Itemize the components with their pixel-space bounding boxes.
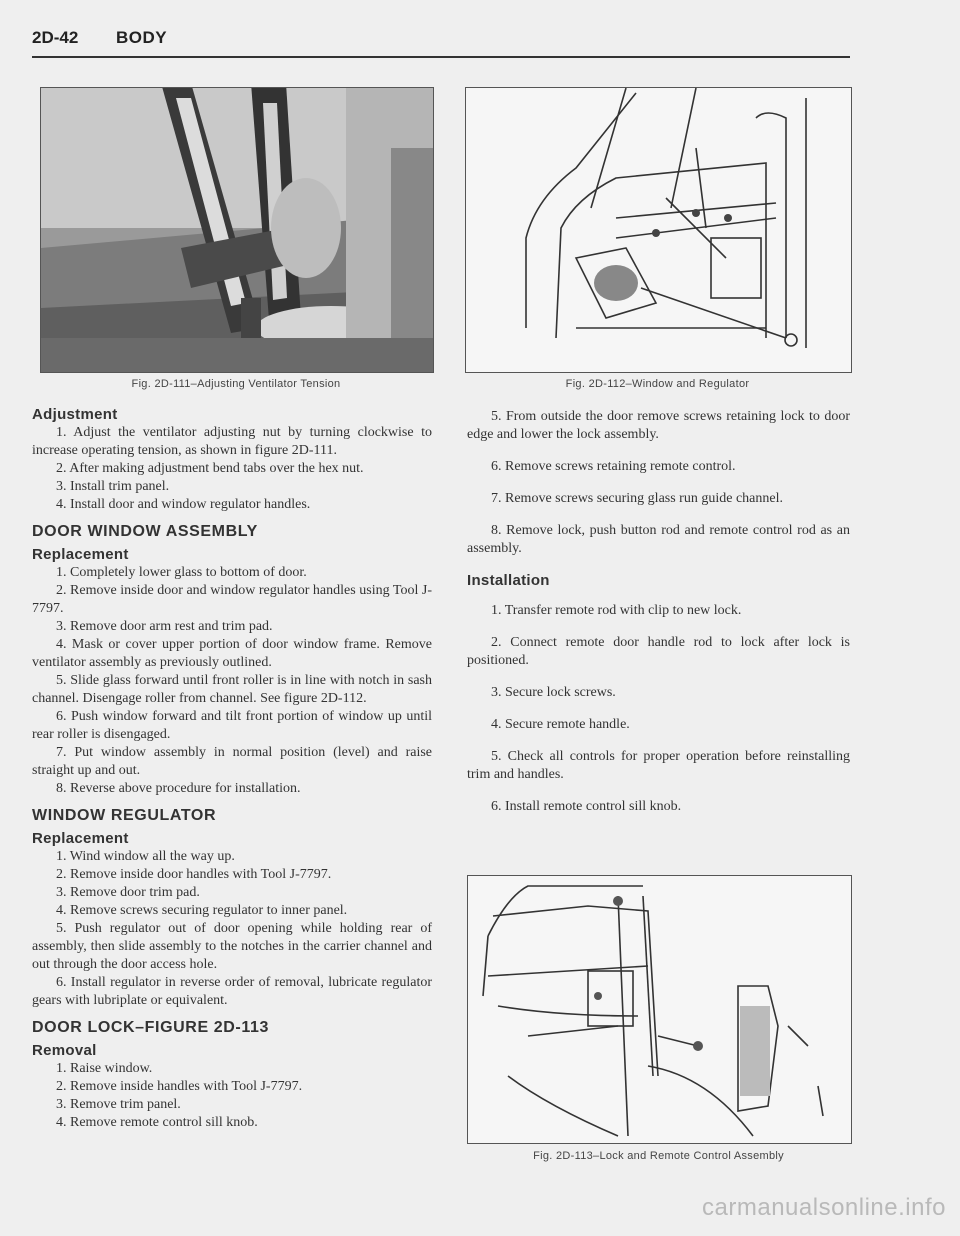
- adjustment-step: 2. After making adjustment bend tabs over the hex nut.: [56, 461, 364, 476]
- left-column: [32, 406, 432, 1132]
- removal-step: 8. Remove lock, push button rod and remote control rod as an assembly.: [467, 523, 850, 556]
- installation-heading: Installation: [467, 572, 550, 589]
- figure-112-caption: Fig. 2D-112–Window and Regulator: [565, 378, 750, 390]
- header-rule: [32, 56, 850, 58]
- window-regulator-step: 2. Remove inside door handles with Tool J-7797.: [56, 867, 332, 882]
- door-window-step: 1. Completely lower glass to bottom of door.: [56, 565, 307, 580]
- door-window-step: 8. Reverse above procedure for installation.: [56, 781, 301, 796]
- installation-step: 3. Secure lock screws.: [491, 685, 616, 700]
- window-regulator-step: 3. Remove door trim pad.: [56, 885, 200, 900]
- section-title: BODY: [116, 28, 168, 47]
- window-regulator-step: 5. Push regulator out of door opening while holding rear of assembly, then slide assembly to the notches in the carrier channel and out through the door access hole.: [32, 921, 432, 972]
- figure-111-photo: [40, 87, 434, 373]
- removal-step: 7. Remove screws securing glass run guide channel.: [491, 491, 783, 506]
- installation-step: 5. Check all controls for proper operation before reinstalling trim and handles.: [467, 749, 850, 782]
- removal-step: 6. Remove screws retaining remote control.: [491, 459, 736, 474]
- installation-step: 2. Connect remote door handle rod to lock after lock is positioned.: [467, 635, 850, 668]
- adjustment-step: 1. Adjust the ventilator adjusting nut by turning clockwise to increase operating tension, as shown in figure 2D-111.: [32, 425, 432, 458]
- ventilator-photo-illustration: [41, 88, 433, 372]
- window-regulator-illustration: [466, 88, 851, 372]
- figure-113-caption: Fig. 2D-113–Lock and Remote Control Assembly: [533, 1150, 784, 1162]
- adjustment-step: 3. Install trim panel.: [56, 479, 170, 494]
- right-column: [467, 408, 850, 830]
- door-window-step: 5. Slide glass forward until front roller is in line with notch in sash channel. Disengage roller from channel. See figure 2D-112.: [32, 673, 432, 706]
- door-lock-heading: DOOR LOCK–FIGURE 2D-113: [32, 1019, 269, 1036]
- window-regulator-step: 1. Wind window all the way up.: [56, 849, 235, 864]
- door-lock-subheading: Removal: [32, 1042, 97, 1059]
- installation-step: 1. Transfer remote rod with clip to new lock.: [491, 603, 742, 618]
- door-window-heading: DOOR WINDOW ASSEMBLY: [32, 523, 258, 540]
- adjustment-heading: Adjustment: [32, 406, 118, 423]
- figure-113-drawing: [467, 875, 852, 1144]
- figure-111-caption: Fig. 2D-111–Adjusting Ventilator Tension: [131, 378, 341, 390]
- installation-step: 4. Secure remote handle.: [491, 717, 630, 732]
- window-regulator-step: 6. Install regulator in reverse order of removal, lubricate regulator gears with lubriplate or equivalent.: [32, 975, 432, 1008]
- door-window-subheading: Replacement: [32, 546, 129, 563]
- door-window-step: 4. Mask or cover upper portion of door window frame. Remove ventilator assembly as previously outlined.: [32, 637, 432, 670]
- figure-112-drawing: [465, 87, 852, 373]
- page-code: 2D-42: [32, 28, 79, 47]
- door-window-step: 7. Put window assembly in normal position (level) and raise straight up and out.: [32, 745, 432, 778]
- removal-step: 5. From outside the door remove screws retaining lock to door edge and lower the lock assembly.: [467, 409, 850, 442]
- lock-remote-illustration: [468, 876, 851, 1143]
- door-lock-step: 3. Remove trim panel.: [56, 1097, 181, 1112]
- window-regulator-heading: WINDOW REGULATOR: [32, 807, 217, 824]
- door-lock-step: 2. Remove inside handles with Tool J-7797.: [56, 1079, 303, 1094]
- adjustment-step: 4. Install door and window regulator handles.: [56, 497, 311, 512]
- page-header: [32, 22, 850, 62]
- window-regulator-subheading: Replacement: [32, 830, 129, 847]
- door-window-step: 3. Remove door arm rest and trim pad.: [56, 619, 273, 634]
- site-watermark: carmanualsonline.info: [702, 1194, 946, 1221]
- door-lock-step: 4. Remove remote control sill knob.: [56, 1115, 258, 1130]
- door-lock-step: 1. Raise window.: [56, 1061, 153, 1076]
- installation-step: 6. Install remote control sill knob.: [491, 799, 682, 814]
- door-window-step: 2. Remove inside door and window regulator handles using Tool J-7797.: [32, 583, 432, 616]
- door-window-step: 6. Push window forward and tilt front portion of window up until rear roller is disengaged.: [32, 709, 432, 742]
- window-regulator-step: 4. Remove screws securing regulator to inner panel.: [56, 903, 348, 918]
